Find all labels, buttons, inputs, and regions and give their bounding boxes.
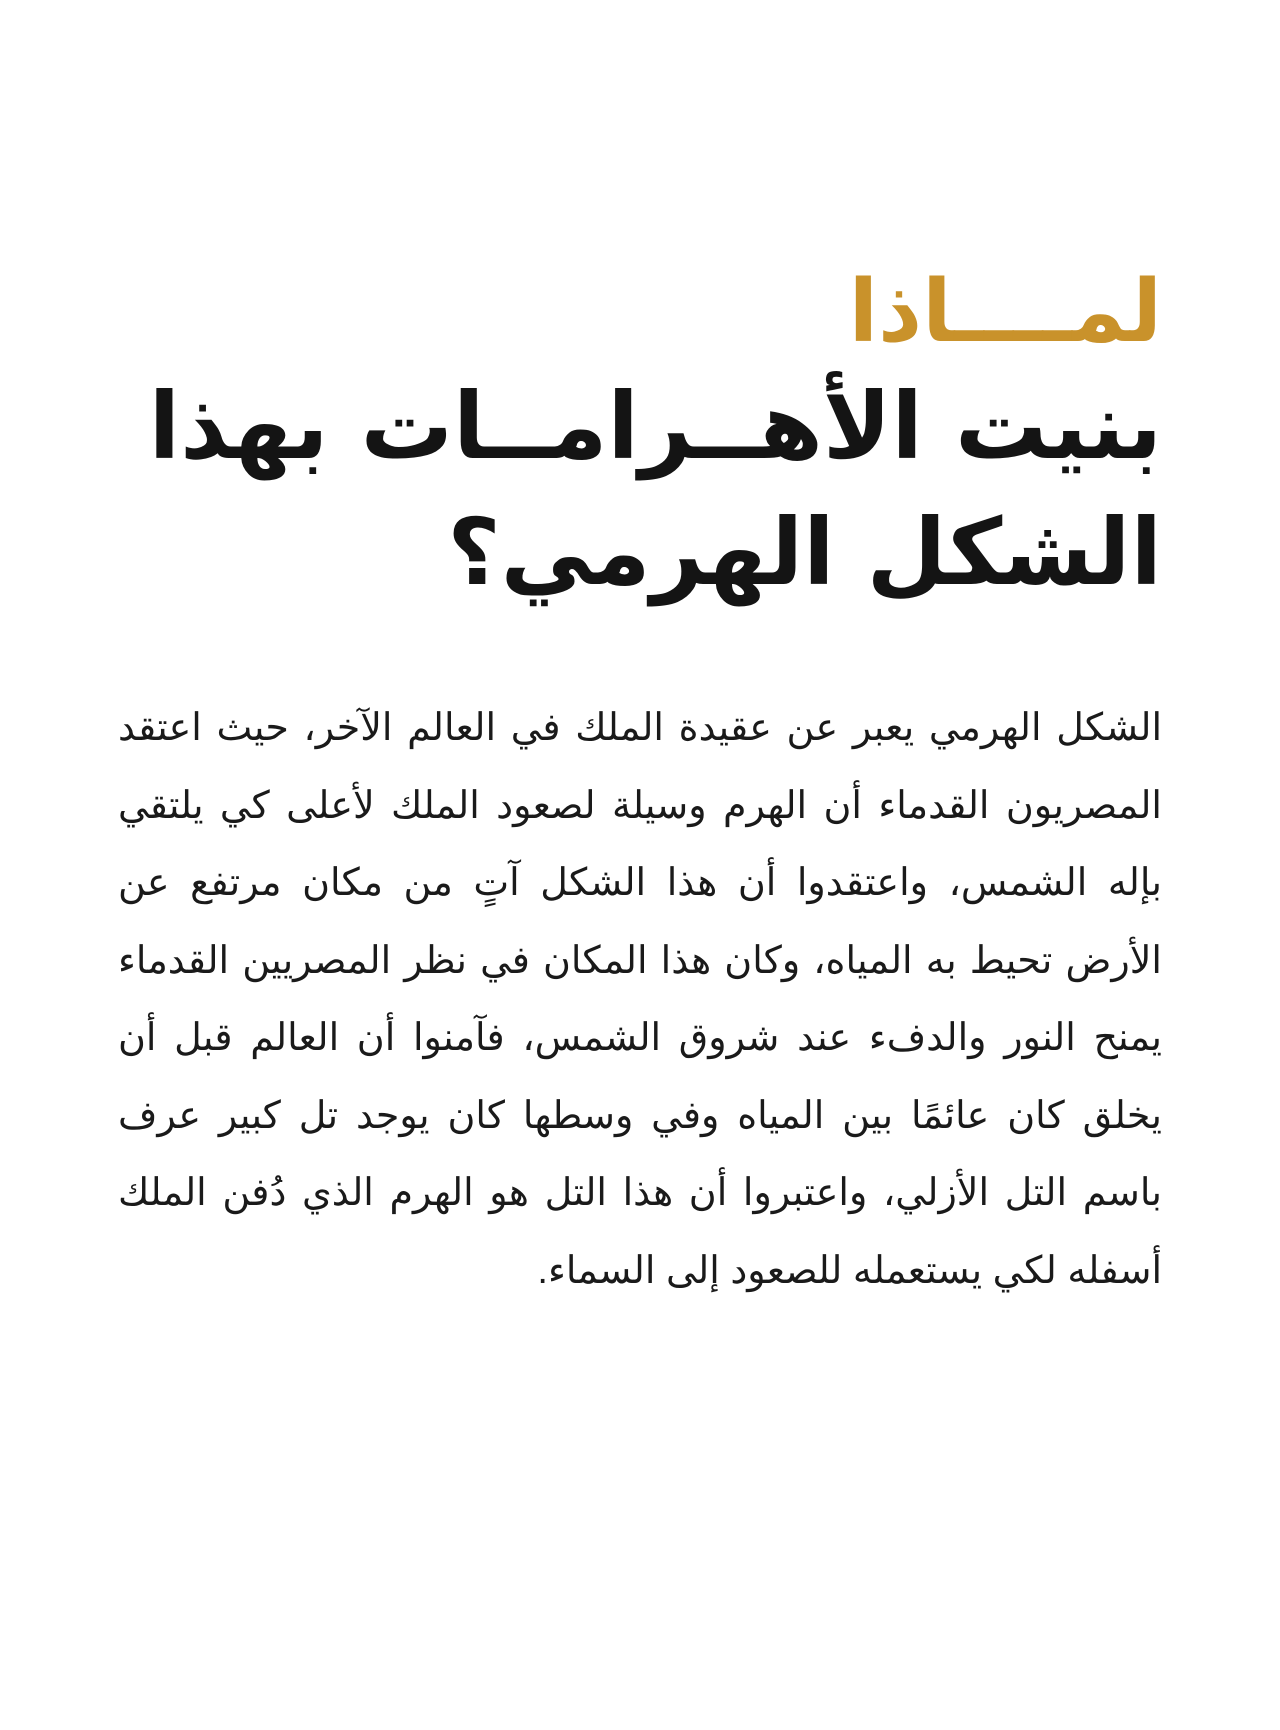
title-line-1: بنيت الأهــرامــات بهذا xyxy=(148,373,1162,480)
title-line-2: الشكل الهرمي؟ xyxy=(447,499,1162,606)
title-block xyxy=(118,262,1162,614)
title-accent-word: لمــــاذا xyxy=(848,262,1162,362)
body-paragraph: الشكل الهرمي يعبر عن عقيدة الملك في العالم الآخر، حيث اعتقد المصريون القدماء أن الهرم وسيلة لصعود الملك لأعلى كي يلتقي بإله الشمس، واعتقدوا أن هذا الشكل آتٍ من مكان مرتفع عن الأرض تحيط به المياه، وكان هذا المكان في نظر المصريين القدماء يمنح النور والدفء عند شروق الشمس، فآمنوا أن العالم قبل أن يخلق كان عائمًا بين المياه وفي وسطها كان يوجد تل كبير عرف باسم التل الأزلي، واعتبروا أن هذا التل هو الهرم الذي دُفن الملك أسفله لكي يستعمله للصعود إلى السماء. xyxy=(118,707,1162,1292)
